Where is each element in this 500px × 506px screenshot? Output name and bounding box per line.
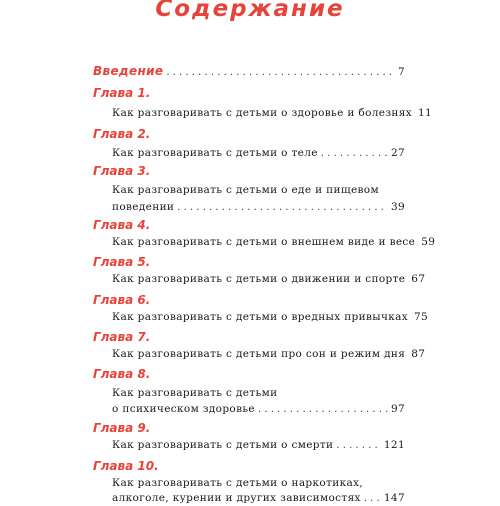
chapter-title: Как разговаривать с детьми о внешнем виде и весе [112, 236, 416, 248]
toc-line [112, 402, 405, 417]
page-number: 97 [390, 403, 405, 415]
toc-line [112, 146, 405, 161]
chapter-label: Введение [93, 64, 164, 78]
chapter-title: поведении [112, 201, 175, 213]
toc-line [112, 347, 426, 362]
chapter-title: Как разговаривать с детьми про сон и режим дня [112, 348, 406, 360]
page-number: 7 [397, 66, 405, 78]
page-number: 39 [390, 201, 405, 213]
chapter-title: о психическом здоровье [112, 403, 255, 415]
leader-dots [166, 66, 395, 80]
chapter-label: Глава 10. [93, 459, 159, 473]
leader-dots [177, 201, 388, 215]
toc-line [112, 235, 436, 250]
page-number: 87 [411, 348, 426, 360]
page-number: 27 [390, 147, 405, 159]
chapter-label: Глава 1. [93, 86, 151, 100]
toc-line [112, 386, 405, 400]
chapter-title: Как разговаривать с детьми о наркотиках, [112, 477, 364, 489]
chapter-label: Глава 8. [93, 367, 151, 381]
page-number: 121 [383, 439, 405, 451]
toc-line [112, 200, 405, 215]
page-number: 67 [411, 273, 426, 285]
chapter-label: Глава 6. [93, 293, 151, 307]
toc-line [112, 438, 405, 453]
chapter-title: Как разговаривать с детьми о здоровье и болезнях [112, 107, 412, 119]
page-number: 147 [383, 492, 405, 504]
toc-line [112, 491, 405, 506]
chapter-title: Как разговаривать с детьми [112, 387, 278, 399]
leader-dots [321, 147, 388, 161]
chapter-label: Глава 9. [93, 421, 151, 435]
chapter-label: Глава 7. [93, 330, 151, 344]
page-title: Содержание [155, 0, 345, 22]
toc-line [112, 476, 405, 490]
chapter-title: алкоголе, курении и других зависимостях [112, 492, 361, 504]
page-number: 59 [421, 236, 436, 248]
chapter-label: Глава 3. [93, 164, 151, 178]
toc-line [112, 272, 426, 287]
toc-line [112, 106, 433, 121]
chapter-label: Глава 5. [93, 255, 151, 269]
chapter-title: Как разговаривать с детьми о еде и пищевом [112, 184, 379, 196]
chapter-title: Как разговаривать с детьми о вредных привычках [112, 311, 409, 323]
leader-dots [364, 492, 381, 506]
toc-line [112, 183, 405, 197]
page-number: 75 [414, 311, 429, 323]
chapter-title: Как разговаривать с детьми о теле [112, 147, 318, 159]
toc-line [112, 310, 429, 325]
leader-dots [336, 439, 381, 453]
chapter-title: Как разговаривать с детьми о смерти [112, 439, 334, 451]
toc-line [93, 63, 405, 80]
chapter-title: Как разговаривать с детьми о движении и спорте [112, 273, 406, 285]
page-number: 11 [418, 107, 433, 119]
chapter-label: Глава 4. [93, 218, 151, 232]
chapter-label: Глава 2. [93, 127, 151, 141]
leader-dots [258, 403, 388, 417]
